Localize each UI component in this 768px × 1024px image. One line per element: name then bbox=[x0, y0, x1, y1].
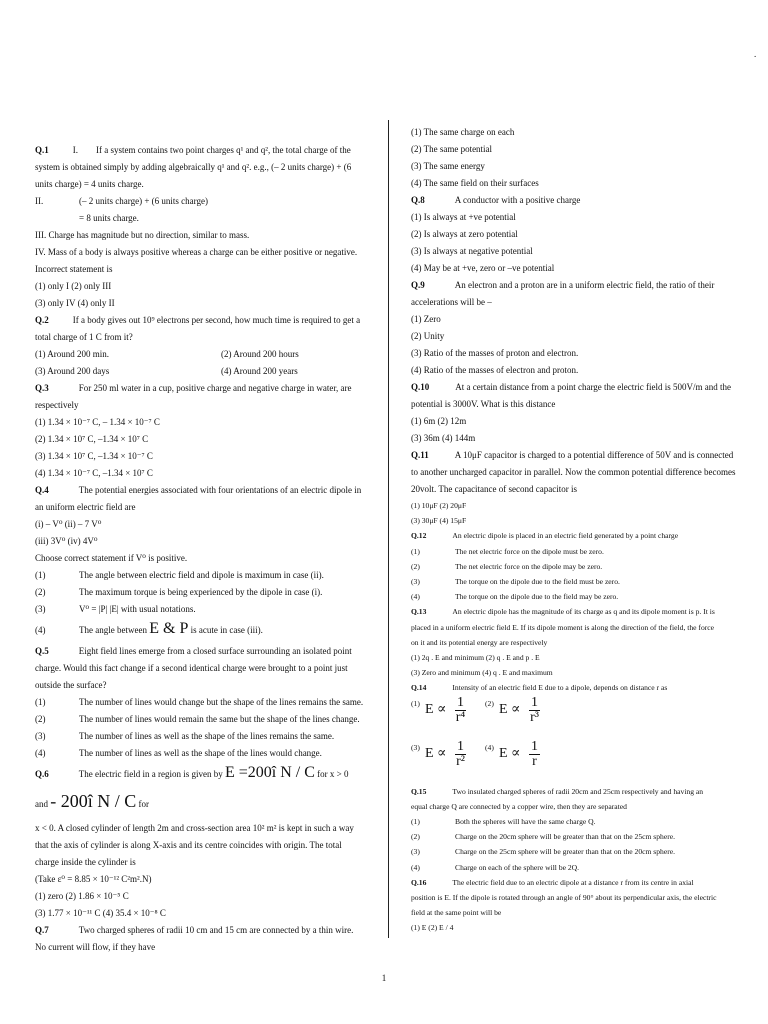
q-number: Q.7 bbox=[35, 925, 49, 935]
q-text: for bbox=[138, 799, 150, 809]
q-option-number: (4) bbox=[411, 862, 420, 872]
q-option-number: (1) bbox=[411, 546, 420, 556]
q-option: (4) The same field on their surfaces bbox=[411, 178, 539, 188]
q-text: A conductor with a positive charge bbox=[454, 195, 581, 205]
q-option-number: (4) bbox=[485, 742, 494, 752]
question-9 bbox=[411, 277, 743, 379]
formula-e: E ∝ bbox=[499, 745, 521, 761]
q-option-number: (1) bbox=[411, 698, 420, 708]
q-number: Q.13 bbox=[411, 607, 427, 617]
q-text: field at the same point will be bbox=[411, 908, 502, 918]
q-option: (1) Is always at +ve potential bbox=[411, 212, 516, 222]
q-option: is acute in case (iii). bbox=[190, 625, 263, 635]
question-16 bbox=[411, 875, 743, 936]
q-text: The electric field in a region is given by bbox=[78, 769, 223, 779]
q-option: (1) 2q . E and minimum (2) q . E and p . E bbox=[411, 653, 540, 663]
q-text: An electric dipole is placed in an electric field generated by a point charge bbox=[452, 531, 679, 541]
question-7-options bbox=[411, 124, 743, 192]
q-option: (2) Is always at zero potential bbox=[411, 229, 518, 239]
q-option-number: (4) bbox=[411, 592, 420, 602]
q-number: Q.6 bbox=[35, 769, 49, 779]
q-text: An electric dipole has the magnitude of its charge as q and its dipole moment is p. It is bbox=[452, 607, 715, 617]
q-text: The potential energies associated with four orientations of an electric dipole in bbox=[78, 485, 362, 495]
fraction bbox=[455, 696, 466, 725]
numerator: 1 bbox=[457, 694, 464, 710]
q-text: For 250 ml water in a cup, positive charge and negative charge in water, are bbox=[78, 383, 352, 393]
q-option: (1) zero (2) 1.86 × 10⁻⁵ C bbox=[35, 891, 129, 901]
q-number: Q.3 bbox=[35, 383, 49, 393]
q-text: Choose correct statement if V⁰ is positive. bbox=[35, 553, 188, 563]
q-option: The number of lines as well as the shape of the lines remains the same. bbox=[79, 731, 335, 741]
q-option: (iii) 3V⁰ (iv) 4V⁰ bbox=[35, 536, 98, 546]
q-option: (2) The same potential bbox=[411, 144, 493, 154]
q14-options-row2 bbox=[411, 740, 743, 784]
q-option-number: (3) bbox=[411, 847, 420, 857]
q-option-number: (1) bbox=[35, 570, 46, 580]
q-text: Intensity of an electric field E due to a dipole, depends on distance r as bbox=[452, 683, 668, 693]
q-text: respectively bbox=[35, 400, 79, 410]
q-text: The electric field due to an electric dipole at a distance r from its centre in axial bbox=[452, 877, 694, 887]
q-option-number: (3) bbox=[411, 742, 420, 752]
vector-formula: E & P bbox=[149, 620, 189, 637]
q-number: Q.10 bbox=[411, 382, 430, 392]
q-number: Q.4 bbox=[35, 485, 49, 495]
q-text: units charge) = 4 units charge. bbox=[35, 179, 144, 189]
q-option: The number of lines would change but the shape of the lines remains the same. bbox=[79, 697, 364, 707]
q-number: Q.2 bbox=[35, 315, 49, 325]
q-text: I. bbox=[72, 145, 79, 155]
q-number: Q.11 bbox=[411, 450, 429, 460]
denominator: r² bbox=[456, 753, 465, 769]
question-7 bbox=[35, 922, 365, 956]
q-option: The maximum torque is being experienced by the dipole in case (i). bbox=[79, 587, 323, 597]
q-text: potential is 3000V. What is this distance bbox=[411, 399, 556, 409]
q-option: (3) Ratio of the masses of proton and electron. bbox=[411, 348, 579, 358]
right-column bbox=[411, 124, 743, 936]
q-option: (3) Around 200 days bbox=[35, 366, 110, 376]
q-text: If a body gives out 10⁹ electrons per second, how much time is required to get a bbox=[72, 315, 361, 325]
q-option: Charge on the 25cm sphere will be greater than that on the 20cm sphere. bbox=[455, 847, 676, 857]
q-text: II. bbox=[35, 196, 44, 206]
q-option-number: (3) bbox=[35, 604, 46, 614]
fraction bbox=[529, 696, 540, 725]
q-text: At a certain distance from a point charge the electric field is 500V/m and the bbox=[455, 382, 731, 392]
q-number: Q.1 bbox=[35, 145, 49, 155]
q-option: (1) only I (2) only III bbox=[35, 281, 112, 291]
q-number: Q.8 bbox=[411, 195, 425, 205]
q-text: total charge of 1 C from it? bbox=[35, 332, 133, 342]
q-option: (4) May be at +ve, zero or –ve potential bbox=[411, 263, 555, 273]
question-8 bbox=[411, 192, 743, 277]
q-option: (2) 1.34 × 10⁷ C, –1.34 × 10⁷ C bbox=[35, 434, 149, 444]
q-option-number: (2) bbox=[485, 698, 494, 708]
q-option: (3) Is always at negative potential bbox=[411, 246, 533, 256]
q-text: that the axis of cylinder is along X-axis and its centre coincides with origin. The total bbox=[35, 840, 342, 850]
q-text: accelerations will be – bbox=[411, 297, 492, 307]
q-text: No current will flow, if they have bbox=[35, 942, 156, 952]
q-option: (2) Around 200 hours bbox=[221, 349, 299, 359]
q-option: (1) E (2) E / 4 bbox=[411, 923, 454, 933]
q-text: an uniform electric field are bbox=[35, 502, 136, 512]
question-10 bbox=[411, 379, 743, 447]
q-text: 20volt. The capacitance of second capacitor is bbox=[411, 484, 578, 494]
q-option-number: (2) bbox=[35, 714, 46, 724]
field-formula: E =200î N / C bbox=[224, 764, 315, 781]
q-option: (3) 1.34 × 10⁷ C, –1.34 × 10⁻⁷ C bbox=[35, 451, 153, 461]
question-5 bbox=[35, 643, 365, 762]
q-option: (1) Around 200 min. bbox=[35, 349, 109, 359]
question-13 bbox=[411, 604, 743, 680]
q-text: Incorrect statement is bbox=[35, 264, 113, 274]
column-divider bbox=[388, 120, 389, 938]
question-6 bbox=[35, 762, 365, 922]
question-15 bbox=[411, 784, 743, 875]
q-text: and bbox=[35, 799, 48, 809]
q-option: (i) – V⁰ (ii) – 7 V⁰ bbox=[35, 519, 102, 529]
q-option: (3) 1.77 × 10⁻¹¹ C (4) 35.4 × 10⁻⁸ C bbox=[35, 908, 166, 918]
q-text: An electron and a proton are in a uniform electric field, the ratio of their bbox=[454, 280, 715, 290]
q-text: Two insulated charged spheres of radii 20cm and 25cm respectively and having an bbox=[452, 786, 704, 796]
formula-e: E ∝ bbox=[499, 701, 521, 717]
q-option: (3) Zero and minimum (4) q . E and maximum bbox=[411, 668, 553, 678]
q-option: (2) Unity bbox=[411, 331, 445, 341]
formula-e: E ∝ bbox=[425, 745, 447, 761]
q-text: If a system contains two point charges q¹ and q², the total charge of the bbox=[96, 145, 351, 155]
left-column bbox=[35, 142, 365, 956]
question-4 bbox=[35, 482, 365, 641]
q-text: outside the surface? bbox=[35, 680, 107, 690]
q-option-number: (2) bbox=[411, 561, 420, 571]
q-option-number: (2) bbox=[35, 587, 46, 597]
q-option: (3) only IV (4) only II bbox=[35, 298, 115, 308]
q-number: Q.16 bbox=[411, 877, 427, 887]
q-text: placed in a uniform electric field E. If its dipole moment is along the direction of the field, the force bbox=[411, 622, 715, 632]
q-option: (3) The same energy bbox=[411, 161, 485, 171]
q-option: (1) 6m (2) 12m bbox=[411, 416, 467, 426]
denominator: r bbox=[532, 753, 537, 769]
q-text: = 8 units charge. bbox=[79, 213, 139, 223]
question-3 bbox=[35, 380, 365, 482]
q-text: charge inside the cylinder is bbox=[35, 857, 136, 867]
q-text: equal charge Q are connected by a copper wire, then they are separated bbox=[411, 801, 627, 811]
q-option: Charge on the 20cm sphere will be greater than that on the 25cm sphere. bbox=[455, 832, 676, 842]
fraction bbox=[455, 740, 466, 769]
q-option-number: (2) bbox=[411, 832, 420, 842]
numerator: 1 bbox=[531, 694, 538, 710]
q-text: A 10μF capacitor is charged to a potential difference of 50V and is connected bbox=[454, 450, 734, 460]
q-text: for x > 0 bbox=[317, 769, 349, 779]
q-option: (1) The same charge on each bbox=[411, 127, 515, 137]
q-option: The number of lines as well as the shape of the lines would change. bbox=[79, 748, 322, 758]
q-option: The torque on the dipole due to the field may be zero. bbox=[455, 592, 619, 602]
q-number: Q.9 bbox=[411, 280, 425, 290]
q-option-number: (4) bbox=[35, 748, 46, 758]
denominator: r⁴ bbox=[455, 709, 466, 725]
q-option-number: (1) bbox=[411, 817, 420, 827]
field-formula: - 200î N / C bbox=[50, 791, 137, 811]
q-number: Q.15 bbox=[411, 786, 427, 796]
q-option-number: (3) bbox=[411, 577, 420, 587]
page-number: 1 bbox=[381, 973, 387, 983]
q-option: The net electric force on the dipole may be zero. bbox=[455, 561, 603, 571]
numerator: 1 bbox=[531, 738, 538, 754]
q-option: The net electric force on the dipole must be zero. bbox=[455, 546, 604, 556]
q-option: (1) 1.34 × 10⁻⁷ C, – 1.34 × 10⁻⁷ C bbox=[35, 417, 160, 427]
q-option: Both the spheres will have the same charge Q. bbox=[455, 817, 596, 827]
q-option-number: (3) bbox=[35, 731, 46, 741]
q-text: on it and its potential energy are respectively bbox=[411, 637, 548, 647]
question-1 bbox=[35, 142, 365, 312]
q-option: The angle between bbox=[79, 625, 147, 635]
q-text: to another uncharged capacitor in parallel. Now the common potential difference becomes bbox=[411, 467, 736, 477]
q-option: The torque on the dipole due to the field must be zero. bbox=[455, 577, 620, 587]
q-text: x < 0. A closed cylinder of length 2m and cross-section area 10² m² is kept in such a way bbox=[35, 823, 354, 833]
q-text: III. Charge has magnitude but no direction, similar to mass. bbox=[35, 230, 250, 240]
q-number: Q.5 bbox=[35, 646, 49, 656]
q-option-number: (4) bbox=[35, 625, 46, 635]
q-option: (3) 36m (4) 144m bbox=[411, 433, 476, 443]
question-11 bbox=[411, 447, 743, 528]
q-option: (3) 30μF (4) 15μF bbox=[411, 516, 467, 526]
question-14 bbox=[411, 680, 743, 783]
numerator: 1 bbox=[457, 738, 464, 754]
q-option: The number of lines would remain the same but the shape of the lines change. bbox=[79, 714, 360, 724]
q-option: Charge on each of the sphere will be 2Q. bbox=[455, 862, 580, 872]
question-2 bbox=[35, 312, 365, 380]
formula-e: E ∝ bbox=[425, 701, 447, 717]
q-option: The angle between electric field and dipole is maximum in case (ii). bbox=[79, 570, 324, 580]
corner-mark: . bbox=[754, 49, 757, 59]
q14-options-row1 bbox=[411, 696, 743, 740]
q-text: charge. Would this fact change if a second identical charge were brought to a point just bbox=[35, 663, 348, 673]
q-option: (4) Around 200 years bbox=[221, 366, 298, 376]
q-option: V⁰ = |P| |E| with usual notations. bbox=[79, 604, 196, 614]
q-text: (Take ε⁰ = 8.85 × 10⁻¹² C²m².N) bbox=[35, 874, 152, 884]
q-text: Eight field lines emerge from a closed surface surrounding an isolated point bbox=[78, 646, 352, 656]
q-option-number: (1) bbox=[35, 697, 46, 707]
q-number: Q.14 bbox=[411, 683, 427, 693]
question-12 bbox=[411, 528, 743, 604]
denominator: r³ bbox=[530, 709, 539, 725]
q-option: (1) Zero bbox=[411, 314, 441, 324]
q-text: Two charged spheres of radii 10 cm and 15 cm are connected by a thin wire. bbox=[78, 925, 354, 935]
q-number: Q.12 bbox=[411, 531, 427, 541]
q-text: position is E. If the dipole is rotated through an angle of 90° about its perpendicular axis, the electric bbox=[411, 893, 717, 903]
q-text: (– 2 units charge) + (6 units charge) bbox=[79, 196, 208, 206]
q-option: (4) 1.34 × 10⁻⁷ C, –1.34 × 10⁷ C bbox=[35, 468, 153, 478]
fraction bbox=[529, 740, 540, 769]
q-option: (4) Ratio of the masses of electron and proton. bbox=[411, 365, 579, 375]
q-text: system is obtained simply by adding algebraically q¹ and q². e.g., (– 2 units charge) + (6 bbox=[35, 162, 352, 172]
q-text: IV. Mass of a body is always positive whereas a charge can be either positive or negative. bbox=[35, 247, 358, 257]
q-option: (1) 10μF (2) 20μF bbox=[411, 501, 467, 510]
